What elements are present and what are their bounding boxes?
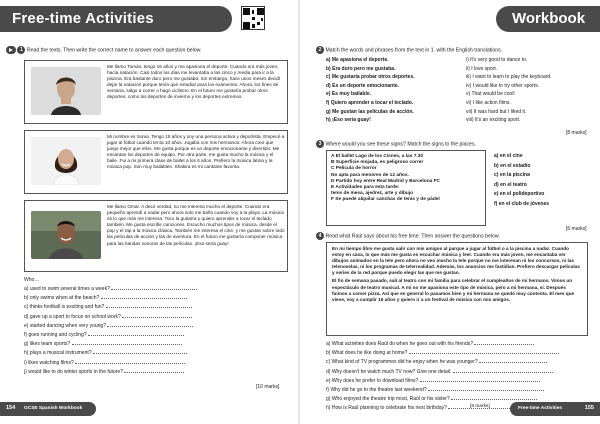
sign-item: D Partido hoy entre Real Madrid y Barcelona FC [331, 178, 441, 184]
q1-question: a) used to swim several times a week? [24, 285, 288, 294]
raul-text-box [326, 242, 588, 336]
reading-text-omar: Me llamo Omar. A decir verdad, no me interesa mucho el deporte. Cuando era pequeño aprendí a nadar pero ahora solo me baño cuando voy a la playa. La música es lo que más me interesa. Toco la guitarra y quiero aprender a tocar el teclado también. Me gusta escribir canciones. Escucho muchos tipos de música, desde el pop y el rap a la música clásica. También me interesa el cine, y me gustan sobre todo las películas de acción y las de aventura. En el futuro me gustaría componer música para las bandas sonoras de las películas. ¡Eso sería guay! [107, 204, 285, 246]
answer-line[interactable] [474, 340, 534, 345]
q1-question: g) likes team sports? [24, 340, 288, 349]
match-row: d) Es un deporte emocionante. iv) I would like to try other sports. [326, 82, 540, 89]
q4-question: h) How is Raúl planning to celebrate his next birthday? [326, 404, 588, 413]
q2-instruction: Match the words and phrases from the text in 1. with the English translations. [325, 47, 503, 54]
place-option: d) en el teatro [494, 181, 527, 188]
question-number: 4 [316, 232, 324, 240]
page-number: 154 [6, 405, 16, 411]
answer-line[interactable] [409, 349, 559, 354]
answer-line[interactable] [75, 359, 185, 364]
q1-question-list [24, 285, 288, 377]
q1-marks: [10 marks] [256, 384, 280, 390]
q4-instruction-row [316, 232, 596, 240]
q1-question: j) would like to do winter sports in the future? [24, 368, 288, 377]
answer-line[interactable] [124, 368, 184, 373]
q1-instruction: Read the texts. Then write the correct name to answer each question below. [26, 47, 202, 54]
q4-question: a) What activities does Raúl do when he goes out with his friends? [326, 340, 588, 349]
match-row: e) Es muy bailable. v) That would be cool! [326, 91, 515, 98]
answer-line[interactable] [453, 368, 553, 373]
raul-paragraph: En mi tiempo libre me gusta salir con mis amigos al parque a jugar al fútbol o a la piscina a nadar. Cuando estoy en casa, lo que más me gusta es escuchar música y leer. Cuando era más joven, me encantaba ver dibujos animados en la tele pero ahora no veo mucho la tele porque no me interesan ni los concursos, ni las telenovelas, ni los programas de telerrealidad. Además, los anuncios me fastidian. Prefiero descargar películas y series de la red porque puedo elegir las que me gustan. [332, 246, 580, 276]
answer-line[interactable] [106, 303, 192, 308]
match-row: h) ¡Eso sería guay! viii) It's an exciting sport. [326, 117, 521, 124]
answer-line[interactable] [111, 285, 197, 290]
signs-box [326, 150, 486, 226]
match-row: b) Era duro pero me gustaba. ii) I love sport. [326, 65, 498, 72]
q2-match-list [326, 56, 588, 125]
match-row: g) Me gustan las películas de acción. vii) It was hard but I liked it. [326, 108, 527, 115]
place-option: b) en el estadio [494, 162, 531, 169]
q4-question: c) What kind of TV programmes did he enjoy when he was younger? [326, 358, 588, 367]
q1-question: h) plays a musical instrument? [24, 349, 288, 358]
q1-instruction-row [6, 46, 296, 54]
q3-instruction: Where would you see these signs? Match the signs to the places. [325, 141, 476, 148]
question-number: 2 [316, 46, 324, 54]
place-option: c) en la piscina [494, 172, 530, 179]
sign-item: tenis de mesa, ajedrez, arte y dibujo [331, 191, 414, 197]
answer-line[interactable] [88, 331, 184, 336]
q4-question: d) Why doesn't he watch much TV now? Give one detail. [326, 368, 588, 377]
answer-line[interactable] [420, 377, 540, 382]
place-option: f) en el club de jóvenes [494, 200, 550, 207]
photo-tomas [31, 67, 101, 115]
footer-book-title: GCSE Spanish Workbook [24, 405, 83, 411]
reading-text-tomas: Me llamo Tomás, tengo 16 años y me apasiona el deporte. Cuando era más joven, hacía natación. Casi todos los días me levantaba a las cinco y media para ir a la piscina. Era bastante duro pero me gustaba. Sin embargo, hace unos meses decidí dejar la natación porque tenía que estudiar para los exámenes. Ahora, los fines de semana, salgo a correr o hago ciclismo. En el futuro me gustaría probar otros deportes, como los deportes de invierno y los deportes extremos. [107, 64, 281, 100]
page-title: Free-time Activities [12, 10, 154, 27]
q4-question: f) Why did he go to the theatre last weekend? [326, 386, 588, 395]
answer-line[interactable] [72, 340, 182, 345]
question-number: 1 [17, 46, 25, 54]
audio-play-icon[interactable] [6, 46, 16, 54]
footer-bar [0, 402, 96, 416]
q1-question: i) likes watching films? [24, 359, 288, 368]
sign-item: No apta para menores de 12 años. [331, 172, 409, 178]
photo-sonia [31, 137, 101, 185]
question-number: 3 [316, 140, 324, 148]
who-label: Who… [24, 277, 40, 283]
answer-line[interactable] [107, 322, 193, 327]
sign-item: F Se puede alquilar canchas de tenis y de pádel [331, 197, 440, 203]
place-option: a) en el cine [494, 153, 523, 159]
sign-item: E Actividades para esta tarde: [331, 185, 400, 191]
photo-omar [31, 211, 101, 259]
q4-question: b) What does he like doing at home? [326, 349, 588, 358]
q4-marks: [8 marks] [470, 404, 490, 409]
match-row: c) Me gustaría probar otros deportes. iii) I want to learn to play the keyboard. [326, 74, 552, 81]
q2-instruction-row [316, 46, 596, 54]
page-header-bar [0, 6, 232, 32]
q1-question: b) only swims when at the beach? [24, 294, 288, 303]
sign-item: C Película de horror [331, 166, 377, 172]
reading-box-sonia [24, 130, 288, 194]
q2-marks: [8 marks] [566, 130, 587, 136]
page-header-bar [496, 6, 600, 32]
footer-section-title: Free-time Activities [518, 405, 563, 411]
page-number: 155 [584, 405, 594, 411]
match-row: f) Quiero aprender a tocar el teclado. vi) I like action films. [326, 99, 511, 106]
answer-line[interactable] [93, 349, 187, 354]
reading-text-sonia: Mi nombre es Sonia. Tengo 15 años y soy una persona activa y deportista. Empecé a jugar al fútbol cuando tenía 10 años. Jugaba con mis hermanos. Ahora creo que juego mejor que ellos. Me gusta porque es un deporte emocionante y divertido. Me encantan los deportes de equipo. Por otra parte, me gusta mucho la música y el baile. Fui a mi primera clase de ballet a los 6 años. Prefiero la música latina y la música pop. Son muy bailables. Shakira es mi cantante favorita. [107, 134, 285, 170]
footer-bar [510, 402, 600, 416]
raul-paragraph: El fin de semana pasado, salí al teatro con mi familia para celebrar el cumpleaños de mi hermano. Vimos un espectáculo de teatro musical. A mí no me apasiona este tipo de música, pero a mi hermana, sí. Después fuimos a comer pizza. Así que en general lo pasamos bien y mi hermana se quedó muy contenta. El mes que viene, voy a cumplir 16 años y quiero ir a un festival de música con mis amigos. [332, 278, 575, 302]
sign-item: B Superficie mojada, es peligroso correr [331, 160, 424, 166]
sign-item: A El ballet Lago de los Cisnes, a las 7.30 [331, 154, 424, 159]
page-title: Workbook [512, 10, 586, 27]
answer-line[interactable] [451, 395, 537, 400]
answer-line[interactable] [122, 313, 192, 318]
q1-question: c) thinks football is exciting and fun? [24, 303, 288, 312]
q1-question: e) started dancing when very young? [24, 322, 288, 331]
q4-question: g) Who enjoyed the theatre trip most, Raúl or his sister? [326, 395, 588, 404]
places-list [494, 152, 594, 210]
match-row: a) Me apasiona el deporte. i) It's very good to dance to. [326, 57, 528, 63]
answer-line[interactable] [101, 294, 187, 299]
answer-line[interactable] [479, 358, 547, 363]
reading-box-tomas [24, 60, 288, 124]
reading-box-omar [24, 200, 288, 272]
q1-question: f) goes running and cycling? [24, 331, 288, 340]
q1-question: d) gave up a sport to focus on school work? [24, 313, 288, 322]
q3-marks: [6 marks] [566, 226, 587, 232]
place-option: e) en el polideportivo [494, 191, 545, 198]
qr-code-icon [241, 6, 265, 30]
q3-instruction-row [316, 140, 596, 148]
answer-line[interactable] [428, 386, 544, 391]
q4-question: e) Why does he prefer to download films? [326, 377, 588, 386]
q4-instruction: Read what Raúl says about his free time. Then answer the questions below. [325, 233, 500, 240]
